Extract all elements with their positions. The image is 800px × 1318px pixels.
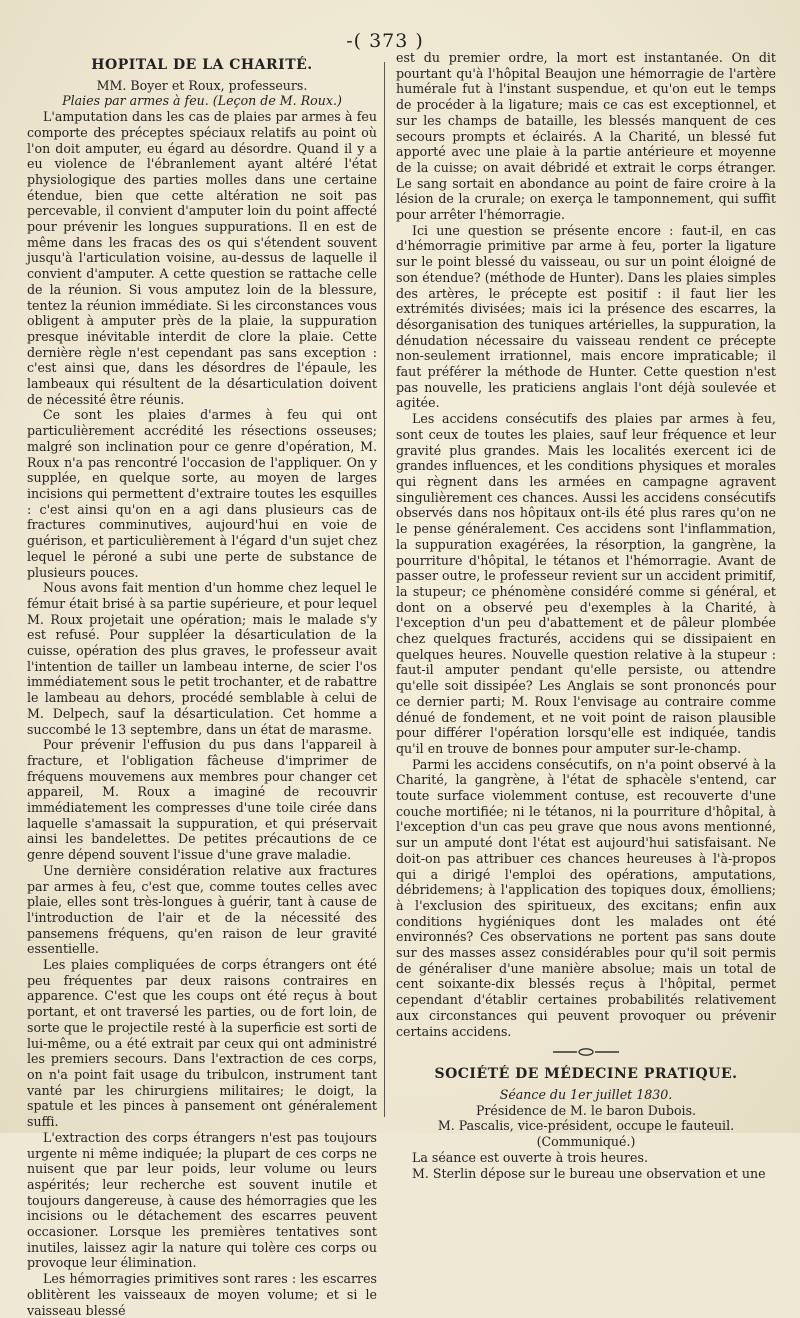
presidency-line: Présidence de M. le baron Dubois. bbox=[475, 1102, 697, 1118]
right-column bbox=[396, 50, 776, 1181]
paragraph: Ce sont les plaies d'armes à feu qui ont particulièrement accrédité les résections osseuses; malgré son inclination pour ce genre d'opération, M. Roux n'a pas rencontré l'occasion de l'appliquer. On y supplée, en quelque sorte, au moyen de larges incisions qui permettent d'extraire toutes les esquilles : c'est ainsi qu'on en a agi dans plusieurs cas de fractures comminutives, aujourd'hui en voie de guérison, et particulièrement à l'égard d'un sujet chez lequel le péroné a subi une perte de substance de plusieurs pouces. bbox=[27, 407, 377, 580]
paragraph: Les hémorragies primitives sont rares : les escarres oblitèrent les vaisseaux de moyen volume; et si le vaisseau blessé bbox=[27, 1271, 377, 1318]
paragraph: Les plaies compliquées de corps étrangers ont été peu fréquentes par deux raisons contraires en apparence. C'est que les coups ont été reçus à bout portant, et ont traversé les parties, ou de fort loin, de sorte que le projectile resté à la superficie est sorti de lui-même, ou a été extrait par ceux qui ont administré les premiers secours. Dans l'extraction de ces corps, on n'a point fait usage du tribulcon, instrument tant vanté par les chirurgiens militaires; le doigt, la spatule et les pinces à pansement ont généralement suffi. bbox=[27, 957, 377, 1130]
paragraph: La séance est ouverte à trois heures. bbox=[412, 1149, 648, 1165]
session-date: Séance du 1er juillet 1830. bbox=[499, 1087, 673, 1102]
section-title-societe: SOCIÉTÉ DE MÉDECINE PRATIQUE. bbox=[434, 1066, 738, 1083]
vice-president-line: M. Pascalis, vice-président, occupe le fauteuil. bbox=[437, 1118, 735, 1134]
paragraph: Ici une question se présente encore : faut-il, en cas d'hémorragie primitive par arme à feu, porter la ligature sur le point blessé du vaisseau, ou sur un point éloigné de son étendue? (méthode de Hunter). Dans les plaies simples des artères, le précepte est positif : il faut lier les extrémités divisées; mais ici la présence des escarres, la désorganisation des tuniques artérielles, la suppuration, la dénudation nécessaire du vaisseau rendent ce précepte non-seulement irrationnel, mais encore impraticable; il faut préférer la méthode de Hunter. Cette question n'est pas nouvelle, les praticiens anglais l'ont déjà soulevée et agitée. bbox=[396, 222, 776, 411]
paragraph: Parmi les accidens consécutifs, on n'a point observé à la Charité, la gangrène, à l'état de sphacèle s'entend, car toute surface violemment contuse, est recouverte d'une couche mortifiée; ni le tétanos, ni la pourriture d'hôpital, à l'exception d'un cas peu grave que nous avons mentionné, sur un amputé dont l'état est aujourd'hui satisfaisant. Ne doit-on pas attribuer ces chances heureuses à l'à-propos qui a dirigé l'emploi des opérations, amputations, débridemens; à l'application des topiques doux, émolliens; à l'exclusion des spiritueux, des excitans; enfin aux conditions hygiéniques dont les malades ont été environnés? Ces observations ne portent pas sans doute sur des masses assez considérables pour qu'il soit permis de généraliser d'une manière absolue; mais un total de cent soixante-dix blessés reçus à l'hôpital, permet cependant d'établir certaines probabilités relativement aux circonstances qui peuvent provoquer ou prévenir certains accidens. bbox=[396, 756, 776, 1039]
section-title-hopital: HOPITAL DE LA CHARITÉ. bbox=[91, 57, 313, 73]
paragraph: Les accidens consécutifs des plaies par armes à feu, sont ceux de toutes les plaies, sauf leur fréquence et leur gravité plus grandes. Mais les localités exercent ici de grandes influences, et les conditions physiques et morales qui règnent dans les armées en campagne agravent singulièrement ces chances. Aussi les accidens consécutifs observés dans nos hôpitaux ont-ils été plus rares qu'on ne le pense généralement. Ces accidens sont l'inflammation, la suppuration exagérées, la résorption, la gangrène, la pourriture d'hôpital, le tétanos et l'hémorragie. Avant de passer outre, le professeur revient sur un accident primitif, la stupeur; ce phénomène considéré comme si général, et dont on a observé peu d'exemples à la Charité, à l'exception d'un peu d'abattement et de pâleur plombée chez quelques fracturés, accidens qui se dissipaient en quelques heures. Nouvelle question relative à la stupeur : faut-il amputer pendant qu'elle persiste, ou attendre qu'elle soit dissipée? Les Anglais se sont prononcés pour ce dernier parti; M. Roux l'envisage au contraire comme dénué de fondement, et ne voit point de raison plausible pour différer l'opération lorsqu'elle est indiquée, tandis qu'il en trouve de bonnes pour amputer sur-le-champ. bbox=[396, 411, 776, 756]
paragraph: M. Sterlin dépose sur le bureau une observation et une bbox=[412, 1165, 766, 1181]
paragraph: est du premier ordre, la mort est instantanée. On dit pourtant qu'à l'hôpital Beaujon une hémorragie de l'artère humérale fut à l'instant suspendue, et qu'on eut le temps de procéder à la ligature; mais ce cas est exceptionnel, et sur les champs de bataille, les blessés manquent de ces secours prompts et éclairés. A la Charité, un blessé fut apporté avec une plaie à la partie antérieure et moyenne de la cuisse; on avait débridé et extrait le corps étranger. Le sang sortait en abondance au point de faire croire à la lésion de la crurale; on exerça le tamponnement, qui suffit pour arrêter l'hémorragie. bbox=[396, 50, 776, 223]
paragraph: Nous avons fait mention d'un homme chez lequel le fémur était brisé à sa partie supérieure, et pour lequel M. Roux projetait une opération; mais le malade s'y est refusé. Pour suppléer la désarticulation de la cuisse, opération des plus graves, le professeur avait l'intention de tailler un lambeau interne, de scier l'os immédiatement sous le petit trochanter, et de rabattre le lambeau au dehors, procédé semblable à celui de M. Delpech, sauf la désarticulation. Cet homme a succombé le 13 septembre, dans un état de marasme. bbox=[27, 580, 377, 737]
communique-line: (Communiqué.) bbox=[536, 1134, 636, 1150]
paragraph: Pour prévenir l'effusion du pus dans l'appareil à fracture, et l'obligation fâcheuse d'imprimer de fréquens mouvemens aux membres pour changer cet appareil, M. Roux a imaginé de recouvrir immédiatement les compresses d'une toile cirée dans laquelle s'amassait la suppuration, et qui préservait ainsi les bandelettes. De petites précautions de ce genre dépend souvent l'issue d'une grave maladie. bbox=[27, 737, 377, 863]
lecture-title: Plaies par armes à feu. (Leçon de M. Roux.) bbox=[62, 93, 342, 109]
page-number: -( 373 ) bbox=[346, 30, 424, 52]
paragraph: Une dernière considération relative aux fractures par armes à feu, c'est que, comme toutes celles avec plaie, elles sont très-longues à guérir, tant à cause de l'introduction de l'air et de la nécessité des pansemens fréquens, qu'en raison de leur gravité essentielle. bbox=[27, 862, 377, 957]
paragraph: L'amputation dans les cas de plaies par armes à feu comporte des préceptes spéciaux relatifs au point où l'on doit amputer, eu égard au désordre. Quand il y a eu violence de l'ébranlement ayant altéré l'état physiologique des parties molles dans une certaine étendue, bien que cette altération ne soit pas percevable, il convient d'amputer loin du point affecté pour prévenir les longues suppurations. Il en est de même dans les fracas des os qui s'étendent souvent jusqu'à l'articulation voisine, au-dessus de laquelle il convient d'amputer. A cette question se rattache celle de la réunion. Si vous amputez loin de la blessure, tentez la réunion immédiate. Si les circonstances vous obligent à amputer près de la plaie, la suppuration presque inévitable interdit de clore la plaie. Cette dernière règle n'est cependant pas sans exception : c'est ainsi que, dans les désordres de l'épaule, les lambeaux qui résultent de la désarticulation doivent de nécessité être réunis. bbox=[27, 109, 377, 407]
left-column bbox=[27, 58, 377, 1318]
paragraph: L'extraction des corps étrangers n'est pas toujours urgente ni même indiquée; la plupart de ces corps ne nuisent que par leur poids, leur volume ou leurs aspérités; leur recherche est souvent inutile et toujours dangereuse, à cause des hémorragies que les incisions ou le détachement des escarres peuvent occasioner. Lorsque les premières tentatives sont inutiles, laissez agir la nature qui tolère ces corps ou provoque leur élimination. bbox=[27, 1129, 377, 1271]
ornament-separator-icon bbox=[551, 1047, 621, 1057]
professors-line: MM. Boyer et Roux, professeurs. bbox=[96, 77, 308, 93]
column-rule bbox=[384, 62, 385, 1117]
